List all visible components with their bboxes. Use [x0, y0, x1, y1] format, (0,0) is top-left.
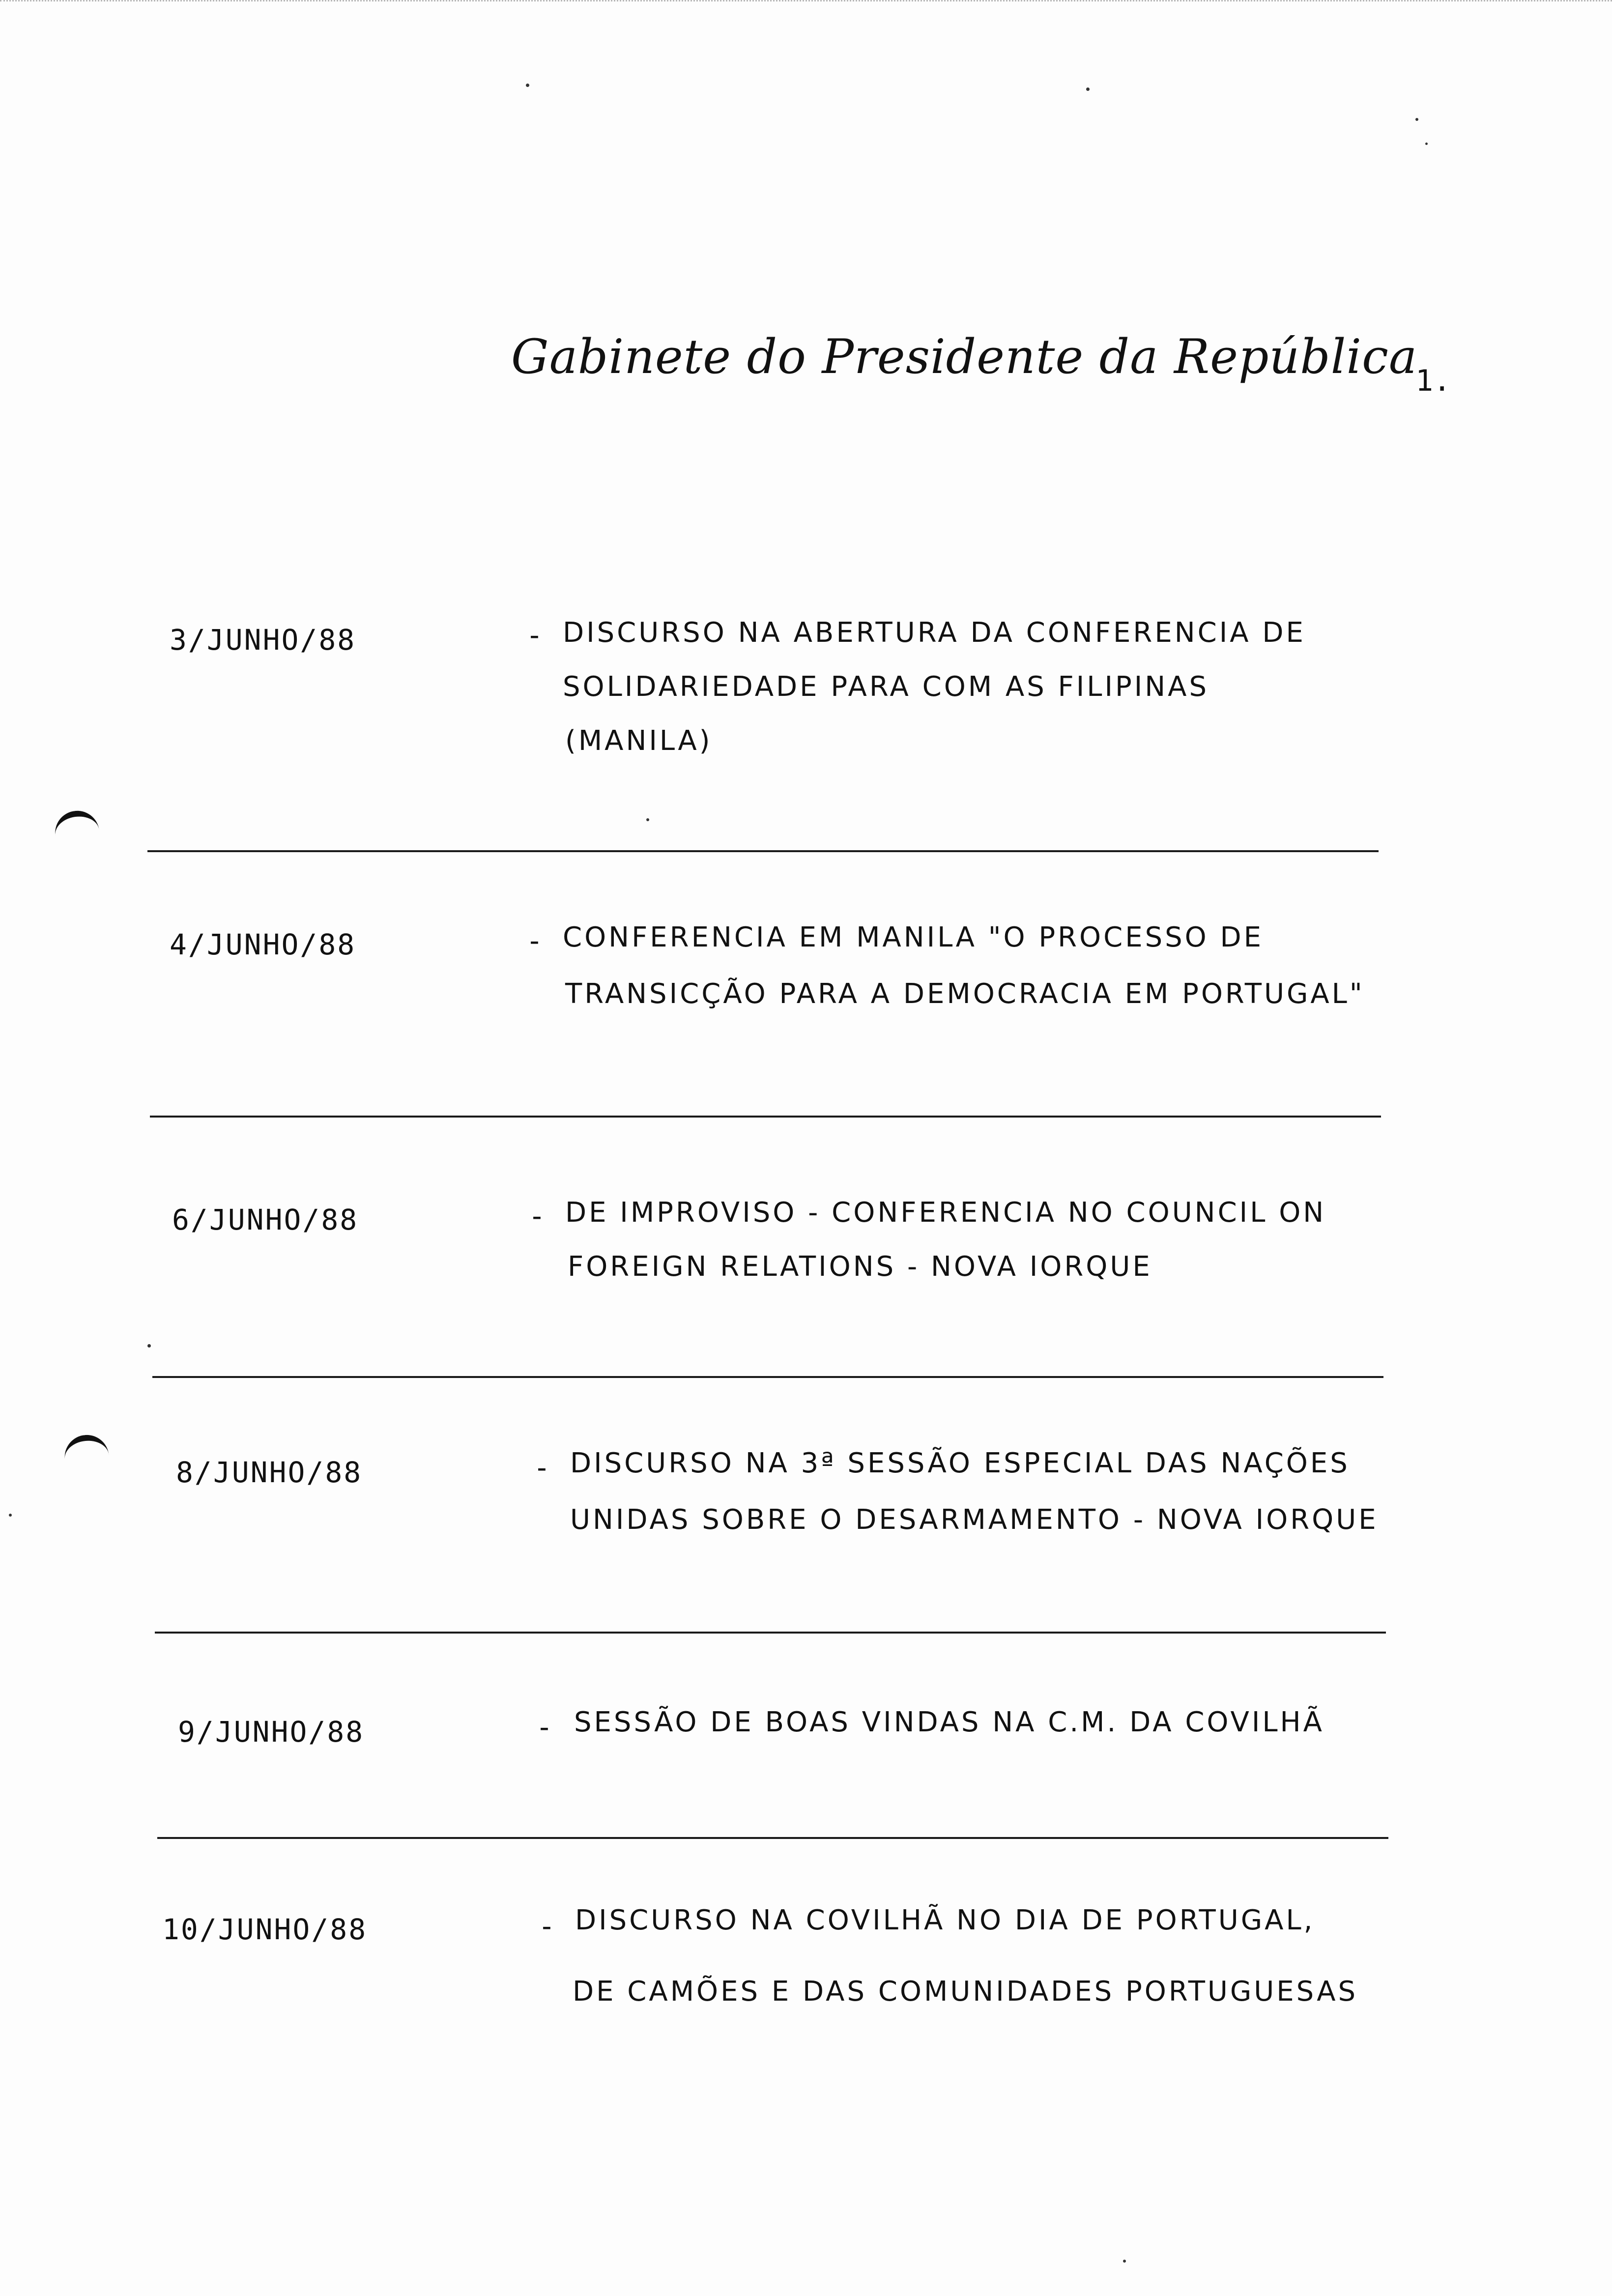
page-top-edge: [0, 0, 1612, 5]
entry-text-line: UNIDAS SOBRE O DESARMAMENTO - NOVA IORQUE: [570, 1504, 1379, 1536]
page-number: 1.: [1415, 364, 1451, 398]
entry-text-line: SOLIDARIEDADE PARA COM AS FILIPINAS: [563, 671, 1209, 703]
entry-text-line: (MANILA): [565, 725, 713, 757]
letterhead: Gabinete do Presidente da República: [511, 329, 1418, 384]
entry-date: 8/JUNHO/88: [176, 1456, 363, 1489]
entry-text-line: DE IMPROVISO - CONFERENCIA NO COUNCIL ON: [565, 1197, 1326, 1229]
scan-speck: [526, 84, 529, 87]
entry-text-line: DISCURSO NA 3ª SESSÃO ESPECIAL DAS NAÇÕES: [570, 1447, 1350, 1479]
entry-text-line: TRANSICÇÃO PARA A DEMOCRACIA EM PORTUGAL": [565, 978, 1365, 1010]
separator-rule: [152, 1376, 1383, 1378]
entry-dash: -: [533, 1451, 550, 1484]
separator-rule: [155, 1632, 1386, 1634]
scan-speck: [1425, 143, 1428, 145]
scan-speck: [646, 818, 649, 821]
entry-dash: -: [536, 1710, 553, 1744]
entry-date: 3/JUNHO/88: [170, 623, 356, 657]
entry-text-line: CONFERENCIA EM MANILA "O PROCESSO DE: [563, 921, 1264, 953]
scan-speck: [1415, 118, 1418, 121]
scan-speck: [1086, 87, 1090, 91]
separator-rule: [157, 1837, 1388, 1839]
entry-dash: -: [528, 1199, 546, 1233]
entry-dash: -: [538, 1909, 555, 1943]
entry-date: 6/JUNHO/88: [172, 1203, 359, 1236]
entry-text-line: FOREIGN RELATIONS - NOVA IORQUE: [568, 1251, 1152, 1283]
scan-speck: [1123, 2260, 1126, 2263]
entry-date: 9/JUNHO/88: [178, 1715, 365, 1749]
entry-date: 10/JUNHO/88: [162, 1913, 368, 1946]
separator-rule: [150, 1116, 1381, 1118]
entry-date: 4/JUNHO/88: [170, 928, 356, 961]
scan-speck: [9, 1514, 12, 1517]
entry-text-line: SESSÃO DE BOAS VINDAS NA C.M. DA COVILHÃ: [574, 1706, 1324, 1738]
entry-text-line: DE CAMÕES E DAS COMUNIDADES PORTUGUESAS: [573, 1976, 1358, 2008]
entry-dash: -: [526, 618, 543, 652]
punch-hole-mark: [52, 808, 100, 842]
punch-hole-mark: [62, 1433, 110, 1465]
separator-rule: [147, 850, 1379, 852]
scan-speck: [147, 1344, 151, 1348]
entry-dash: -: [526, 924, 543, 957]
entry-text-line: DISCURSO NA COVILHÃ NO DIA DE PORTUGAL,: [575, 1904, 1315, 1936]
entry-text-line: DISCURSO NA ABERTURA DA CONFERENCIA DE: [563, 617, 1306, 649]
